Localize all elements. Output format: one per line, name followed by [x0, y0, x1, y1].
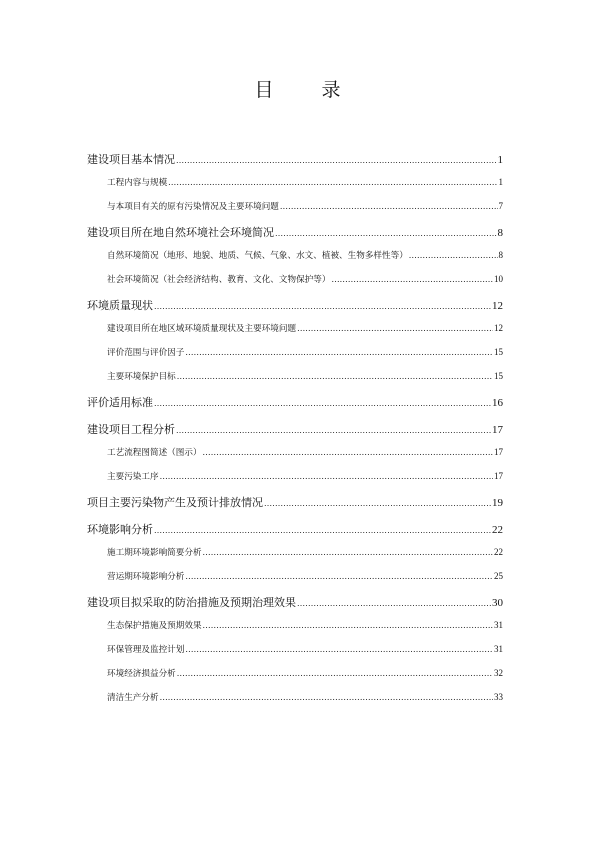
toc-dot-leader — [160, 691, 493, 705]
toc-page-number: 31 — [494, 620, 503, 630]
toc-chapter-entry[interactable] — [87, 495, 503, 510]
toc-entry-title: 评价范围与评价因子 — [107, 348, 185, 358]
toc-dot-leader — [203, 446, 493, 460]
toc-section-entry[interactable] — [87, 618, 503, 632]
toc-section-entry[interactable] — [87, 545, 503, 559]
toc-dot-leader — [154, 396, 491, 411]
toc-dot-leader — [168, 176, 497, 190]
toc-section-entry[interactable] — [87, 199, 503, 213]
toc-dot-leader — [160, 470, 493, 484]
toc-dot-leader — [331, 273, 493, 287]
toc-entry-title: 主要环境保护目标 — [107, 372, 176, 382]
toc-page-number: 22 — [492, 524, 503, 536]
toc-dot-leader — [409, 249, 498, 263]
toc-entry-title: 主要污染工序 — [107, 472, 159, 482]
toc-page-number: 19 — [492, 497, 503, 509]
toc-page-number: 32 — [494, 668, 503, 678]
toc-dot-leader — [203, 546, 493, 560]
toc-section-entry[interactable] — [87, 175, 503, 189]
toc-dot-leader — [185, 643, 493, 657]
toc-section-entry[interactable] — [87, 469, 503, 483]
toc-entry-title: 环保管理及监控计划 — [107, 645, 185, 655]
toc-section-entry[interactable] — [87, 666, 503, 680]
toc-dot-leader — [185, 346, 493, 360]
toc-entry-title: 社会环境简况（社会经济结构、教育、文化、文物保护等） — [107, 275, 331, 285]
toc-entry-title: 工艺流程图简述（图示） — [107, 448, 202, 458]
toc-dot-leader — [280, 200, 498, 214]
toc-chapter-entry[interactable] — [87, 152, 503, 167]
toc-dot-leader — [177, 667, 493, 681]
toc-entry-title: 建设项目所在地自然环境社会环境简况 — [87, 226, 274, 239]
toc-dot-leader — [176, 153, 497, 168]
toc-entry-title: 营运期环境影响分析 — [107, 572, 185, 582]
toc-entry-title: 项目主要污染物产生及预计排放情况 — [87, 496, 263, 509]
toc-entry-title: 自然环境简况（地形、地貌、地质、气候、气象、水文、植被、生物多样性等） — [107, 251, 408, 261]
toc-page-number: 17 — [494, 447, 503, 457]
table-of-contents — [87, 140, 503, 714]
toc-page-number: 7 — [498, 201, 503, 211]
toc-entry-title: 建设项目拟采取的防治措施及预期治理效果 — [87, 596, 296, 609]
toc-dot-leader — [154, 299, 491, 314]
toc-section-entry[interactable] — [87, 248, 503, 262]
toc-chapter-entry[interactable] — [87, 422, 503, 437]
title-char-1: 目 — [254, 79, 274, 101]
toc-entry-title: 生态保护措施及预期效果 — [107, 621, 202, 631]
toc-entry-title: 建设项目基本情况 — [87, 153, 175, 166]
toc-dot-leader — [176, 423, 491, 438]
toc-entry-title: 建设项目工程分析 — [87, 423, 175, 436]
title-char-2: 录 — [321, 79, 341, 101]
toc-section-entry[interactable] — [87, 321, 503, 335]
toc-chapter-entry[interactable] — [87, 225, 503, 240]
toc-dot-leader — [177, 370, 493, 384]
toc-page-number: 31 — [494, 644, 503, 654]
toc-page-number: 25 — [494, 571, 503, 581]
toc-entry-title: 与本项目有关的原有污染情况及主要环境问题 — [107, 202, 279, 212]
toc-page-number: 30 — [492, 597, 503, 609]
toc-page-number: 33 — [494, 692, 503, 702]
toc-dot-leader — [264, 496, 491, 511]
toc-entry-title: 清洁生产分析 — [107, 693, 159, 703]
toc-page-number: 12 — [492, 300, 503, 312]
toc-section-entry[interactable] — [87, 569, 503, 583]
toc-chapter-entry[interactable] — [87, 522, 503, 537]
toc-page-number: 17 — [492, 424, 503, 436]
toc-page-number: 15 — [494, 347, 503, 357]
toc-page-number: 17 — [494, 471, 503, 481]
toc-page-number: 8 — [498, 250, 503, 260]
toc-page-number: 10 — [494, 274, 503, 284]
toc-section-entry[interactable] — [87, 272, 503, 286]
toc-chapter-entry[interactable] — [87, 595, 503, 610]
toc-page-number: 16 — [492, 397, 503, 409]
toc-chapter-entry[interactable] — [87, 395, 503, 410]
toc-page-number: 1 — [497, 154, 503, 166]
toc-page-number: 8 — [497, 227, 503, 239]
toc-section-entry[interactable] — [87, 445, 503, 459]
toc-page-number: 22 — [494, 547, 503, 557]
toc-dot-leader — [297, 596, 491, 611]
toc-entry-title: 建设项目所在地区域环境质量现状及主要环境问题 — [107, 324, 297, 334]
toc-section-entry[interactable] — [87, 345, 503, 359]
toc-dot-leader — [297, 322, 493, 336]
toc-dot-leader — [275, 226, 497, 241]
toc-chapter-entry[interactable] — [87, 298, 503, 313]
toc-entry-title: 评价适用标准 — [87, 396, 153, 409]
toc-dot-leader — [185, 570, 493, 584]
toc-dot-leader — [154, 523, 491, 538]
toc-section-entry[interactable] — [87, 690, 503, 704]
toc-entry-title: 施工期环境影响简要分析 — [107, 548, 202, 558]
toc-page-number: 15 — [494, 371, 503, 381]
toc-entry-title: 环境质量现状 — [87, 299, 153, 312]
toc-section-entry[interactable] — [87, 642, 503, 656]
toc-entry-title: 工程内容与规模 — [107, 178, 168, 188]
toc-page-number: 12 — [494, 323, 503, 333]
toc-dot-leader — [203, 619, 493, 633]
toc-entry-title: 环境影响分析 — [87, 523, 153, 536]
toc-section-entry[interactable] — [87, 369, 503, 383]
toc-page-number: 1 — [498, 177, 503, 187]
page-title — [0, 75, 595, 102]
toc-entry-title: 环境经济损益分析 — [107, 669, 176, 679]
